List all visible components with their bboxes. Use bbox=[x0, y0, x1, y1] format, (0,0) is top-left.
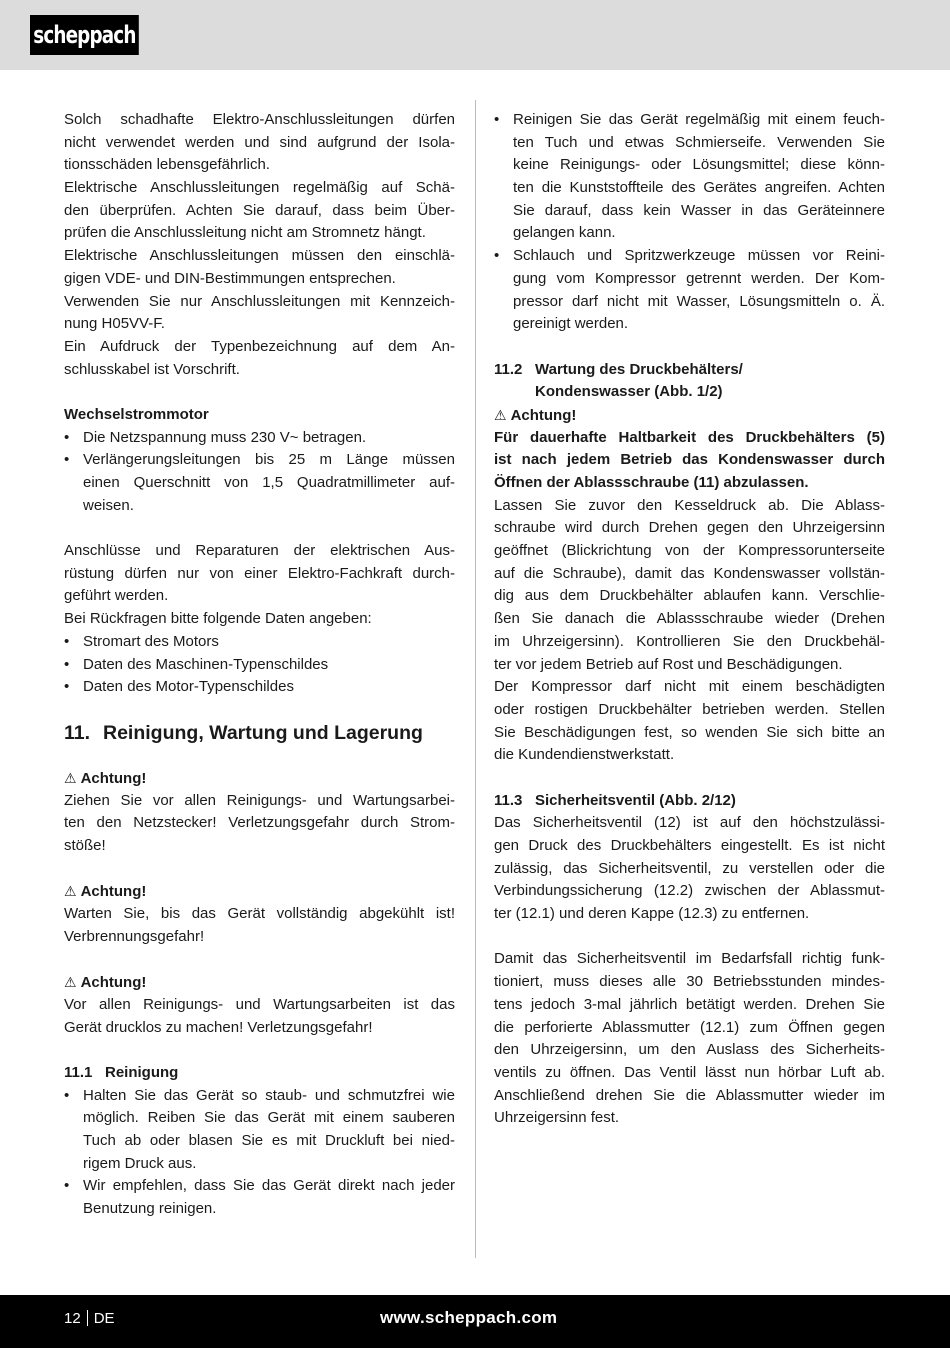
warning-icon: ⚠ bbox=[64, 769, 77, 786]
text-line: Sie darauf, dass kein Wasser in das Geräteinnere bbox=[513, 201, 885, 219]
text-line: den überprüfen. Achten Sie darauf, dass beim Über- bbox=[64, 201, 455, 219]
text-line: weisen. bbox=[83, 496, 134, 514]
text-line: Sie Beschädigungen fest, so wenden Sie sich bitte an bbox=[494, 723, 885, 741]
subsection-heading bbox=[494, 359, 885, 382]
heading-text: Sicherheitsventil (Abb. 2/12) bbox=[535, 791, 736, 809]
section-number: 11.2 bbox=[494, 360, 523, 378]
bullet-icon: • bbox=[64, 678, 70, 696]
bullet-icon: • bbox=[64, 1086, 70, 1104]
subsection-heading bbox=[494, 790, 885, 813]
paragraph bbox=[494, 427, 885, 495]
text-line: Öffnen der Ablassschraube (11) abzulassen. bbox=[494, 474, 809, 491]
list-item bbox=[64, 427, 455, 450]
paragraph bbox=[64, 291, 455, 336]
section-heading bbox=[64, 722, 455, 745]
text-line: den Uhrzeigersinn, um den Auslass des Sicherheits- bbox=[494, 1041, 885, 1059]
page-header bbox=[0, 0, 950, 70]
bullet-icon: • bbox=[64, 428, 70, 446]
text-line: Gerät drucklos zu machen! Verletzungsgefahr! bbox=[64, 1018, 373, 1036]
warning-text: Achtung! bbox=[80, 769, 147, 787]
paragraph bbox=[494, 948, 885, 1130]
spacer bbox=[64, 744, 455, 767]
text-line: ten Tuch und etwas Schmierseife. Verwenden Sie bbox=[513, 133, 885, 151]
text-line: nung H05VV-F. bbox=[64, 315, 165, 333]
text-line: tens jedoch 3-mal jährlich betätigt werden. Drehen Sie bbox=[494, 995, 885, 1013]
text-line: Daten des Motor-Typenschildes bbox=[83, 678, 294, 696]
text-line: auf die Schraube), damit das Kondenswasser vollstän- bbox=[494, 564, 885, 582]
text-line: tionsschäden lebensgefährlich. bbox=[64, 156, 270, 174]
warning-label bbox=[64, 767, 455, 790]
bullet-icon: • bbox=[494, 247, 500, 265]
text-line: Verbrennungsgefahr! bbox=[64, 927, 205, 945]
bullet-icon: • bbox=[64, 632, 70, 650]
text-line: Bei Rückfragen bitte folgende Daten angeben: bbox=[64, 610, 372, 628]
text-line: tioniert, muss dieses alle 30 Betriebsstunden mindes- bbox=[494, 973, 885, 991]
text-line: Benutzung reinigen. bbox=[83, 1200, 217, 1217]
text-line: im Uhrzeigersinn). Kontrollieren Sie den Druckbehäl- bbox=[494, 632, 885, 650]
paragraph bbox=[64, 608, 455, 631]
warning-icon: ⚠ bbox=[64, 974, 77, 991]
text-line: Verbindungssicherung (12.2) zwischen der Ablassmut- bbox=[494, 882, 885, 900]
page-indicator bbox=[64, 1310, 115, 1327]
spacer bbox=[64, 948, 455, 971]
text-line: gigen VDE- und DIN-Bestimmungen entsprechen. bbox=[64, 269, 396, 287]
text-line: Das Sicherheitsventil (12) ist auf den höchstzulässi- bbox=[494, 814, 885, 832]
heading-text: Wartung des Druckbehälters/ bbox=[535, 360, 743, 378]
list-item bbox=[64, 1175, 455, 1220]
text-line: Anschließend drehen Sie die Ablassmutter wieder im bbox=[494, 1086, 885, 1104]
text-line: Elektrische Anschlussleitungen müssen den einschlä- bbox=[64, 247, 455, 265]
bullet-icon: • bbox=[494, 111, 500, 128]
bullet-icon: • bbox=[64, 655, 70, 673]
spacer bbox=[494, 926, 885, 949]
spacer bbox=[494, 336, 885, 359]
list-item bbox=[494, 245, 885, 336]
warning-text: Achtung! bbox=[80, 974, 147, 992]
list-item bbox=[64, 449, 455, 517]
section-number: 11. bbox=[64, 721, 91, 744]
column-divider bbox=[475, 100, 476, 1258]
text-line: schlusskabel ist Vorschrift. bbox=[64, 360, 240, 378]
subsection-heading bbox=[64, 404, 455, 427]
text-line: oder rostigen Druckbehälter betrieben werden. Stellen bbox=[494, 700, 885, 718]
heading-text: Kondenswasser (Abb. 1/2) bbox=[535, 383, 723, 401]
heading-text: Reinigung, Wartung und Lagerung bbox=[103, 721, 423, 744]
text-line: nicht verwendet werden und sind aufgrund der Isola- bbox=[64, 133, 455, 151]
warning-text: Achtung! bbox=[80, 883, 147, 901]
warning-label bbox=[64, 971, 455, 994]
subsection-heading bbox=[64, 1062, 455, 1085]
list-item bbox=[64, 676, 455, 699]
list-item bbox=[494, 109, 885, 245]
text-line: Ziehen Sie vor allen Reinigungs- und Wartungsarbei- bbox=[64, 791, 455, 809]
text-line: ist nach jedem Betrieb das Kondenswasser durch bbox=[494, 451, 885, 469]
text-line: die perforierte Ablassmutter (12.1) zum Öffnen gegen bbox=[494, 1018, 885, 1036]
text-line: gelangen kann. bbox=[513, 224, 616, 242]
text-line: gen Druck des Druckbehälters eingestellt. Es ist nicht bbox=[494, 837, 885, 854]
page-footer bbox=[0, 1295, 950, 1348]
spacer bbox=[494, 767, 885, 790]
subsection-heading bbox=[494, 381, 885, 404]
text-line: Verwenden Sie nur Anschlussleitungen mit Kennzeich- bbox=[64, 292, 455, 310]
text-line: stöße! bbox=[64, 837, 106, 854]
text-line: gereinigt werden. bbox=[513, 315, 629, 333]
text-line: Verlängerungsleitungen bis 25 m Länge müssen bbox=[83, 451, 455, 469]
text-line: Die Netzspannung muss 230 V~ betragen. bbox=[83, 428, 367, 446]
language-code: DE bbox=[93, 1310, 115, 1327]
text-line: Der Kompressor darf nicht mit einem beschädigten bbox=[494, 678, 885, 696]
section-number: 11.1 bbox=[64, 1063, 93, 1081]
list-item bbox=[64, 631, 455, 654]
text-line: Anschlüsse und Reparaturen der elektrischen Aus- bbox=[64, 542, 455, 560]
text-line: Schlauch und Spritzwerkzeuge müssen vor Reini- bbox=[513, 247, 885, 265]
left-column bbox=[64, 109, 455, 1221]
bullet-icon: • bbox=[64, 451, 70, 469]
text-line: einen Querschnitt von 1,5 Quadratmillimeter auf- bbox=[83, 474, 455, 491]
paragraph bbox=[64, 903, 455, 948]
text-line: ten die Kunststoffteile des Gerätes angreifen. Achten bbox=[513, 179, 885, 197]
text-line: Wir empfehlen, dass Sie das Gerät direkt nach jeder bbox=[83, 1177, 455, 1195]
text-line: ßen Sie danach die Ablassschraube wieder (Drehen bbox=[494, 610, 885, 628]
heading-text: Wechselstrommotor bbox=[64, 405, 209, 423]
text-line: Warten Sie, bis das Gerät vollständig abgekühlt ist! bbox=[64, 905, 455, 923]
warning-text: Achtung! bbox=[510, 406, 577, 424]
paragraph bbox=[64, 790, 455, 858]
text-line: Uhrzeigersinn fest. bbox=[494, 1109, 620, 1127]
text-line: Damit das Sicherheitsventil im Bedarfsfall richtig funk- bbox=[494, 950, 885, 968]
text-line: Tuch ab oder blasen Sie es mit Druckluft bei nied- bbox=[83, 1131, 455, 1149]
text-line: ten den Netzstecker! Verletzungsgefahr durch Strom- bbox=[64, 814, 455, 832]
list-item bbox=[64, 654, 455, 677]
text-line: zulässig, das Sicherheitsventil, zu verstellen oder die bbox=[494, 859, 885, 877]
spacer bbox=[64, 1039, 455, 1062]
spacer bbox=[64, 699, 455, 722]
text-line: keine Reinigungs- oder Lösungsmittel; diese könn- bbox=[513, 156, 885, 174]
section-number: 11.3 bbox=[494, 791, 523, 809]
text-line: geöffnet (Blickrichtung von der Kompressorunterseite bbox=[494, 542, 885, 560]
spacer bbox=[64, 858, 455, 881]
text-line: schraube wird durch Drehen gegen den Uhrzeigersinn bbox=[494, 519, 885, 537]
warning-label bbox=[494, 404, 885, 427]
paragraph bbox=[494, 812, 885, 925]
page-number: 12 bbox=[64, 1310, 81, 1327]
text-line: Stromart des Motors bbox=[83, 632, 219, 650]
spacer bbox=[64, 517, 455, 540]
text-line: geführt werden. bbox=[64, 587, 169, 605]
text-line: möglich. Reiben Sie das Gerät mit einem sauberen bbox=[83, 1109, 455, 1127]
text-line: gung vom Kompressor getrennt werden. Der Kom- bbox=[513, 269, 885, 287]
text-line: rigem Druck aus. bbox=[83, 1154, 197, 1172]
text-line: ventils zu öffnen. Das Ventil lässt nun hörbar Luft ab. bbox=[494, 1063, 885, 1081]
paragraph bbox=[494, 495, 885, 677]
warning-icon: ⚠ bbox=[494, 406, 507, 423]
paragraph bbox=[64, 177, 455, 245]
spacer bbox=[64, 381, 455, 404]
text-line: ter vor jedem Betrieb auf Rost und Beschädigungen. bbox=[494, 655, 843, 673]
paragraph bbox=[494, 676, 885, 767]
text-line: Vor allen Reinigungs- und Wartungsarbeiten ist das bbox=[64, 995, 455, 1013]
paragraph bbox=[64, 109, 455, 177]
bullet-icon: • bbox=[64, 1177, 70, 1195]
warning-icon: ⚠ bbox=[64, 883, 77, 900]
text-line: rüstung dürfen nur von einer Elektro-Fachkraft durch- bbox=[64, 564, 455, 582]
warning-label bbox=[64, 880, 455, 903]
website-url: www.scheppach.com bbox=[380, 1308, 558, 1327]
paragraph bbox=[64, 245, 455, 290]
text-line: Für dauerhafte Haltbarkeit des Druckbehälters (5) bbox=[494, 428, 885, 446]
text-line: Ein Aufdruck der Typenbezeichnung auf dem An- bbox=[64, 337, 455, 355]
text-line: Elektrische Anschlussleitungen regelmäßig auf Schä- bbox=[64, 179, 455, 197]
text-line: ter (12.1) und deren Kappe (12.3) zu entfernen. bbox=[494, 905, 810, 923]
paragraph bbox=[64, 336, 455, 381]
text-line: Reinigen Sie das Gerät regelmäßig mit einem feuch- bbox=[513, 111, 885, 128]
text-line: Daten des Maschinen-Typenschildes bbox=[83, 655, 329, 673]
paragraph bbox=[64, 540, 455, 608]
text-line: pressor darf nicht mit Wasser, Lösungsmitteln o. Ä. bbox=[513, 292, 885, 310]
heading-text: Reinigung bbox=[105, 1063, 179, 1081]
text-line: die Kundendienstwerkstatt. bbox=[494, 746, 675, 764]
text-line: Lassen Sie zuvor den Kesseldruck ab. Die Ablass- bbox=[494, 496, 885, 514]
text-line: dig aus dem Druckbehälter ablaufen kann. Verschlie- bbox=[494, 587, 885, 605]
text-line: Solch schadhafte Elektro-Anschlussleitungen dürfen bbox=[64, 111, 455, 128]
scheppach-logo: scheppach bbox=[30, 15, 139, 55]
paragraph bbox=[64, 994, 455, 1039]
list-item bbox=[64, 1085, 455, 1176]
separator bbox=[87, 1310, 88, 1326]
right-column bbox=[494, 109, 885, 1130]
text-line: prüfen die Anschlussleitung nicht am Stromnetz hängt. bbox=[64, 224, 426, 242]
text-line: Halten Sie das Gerät so staub- und schmutzfrei wie bbox=[83, 1086, 455, 1104]
